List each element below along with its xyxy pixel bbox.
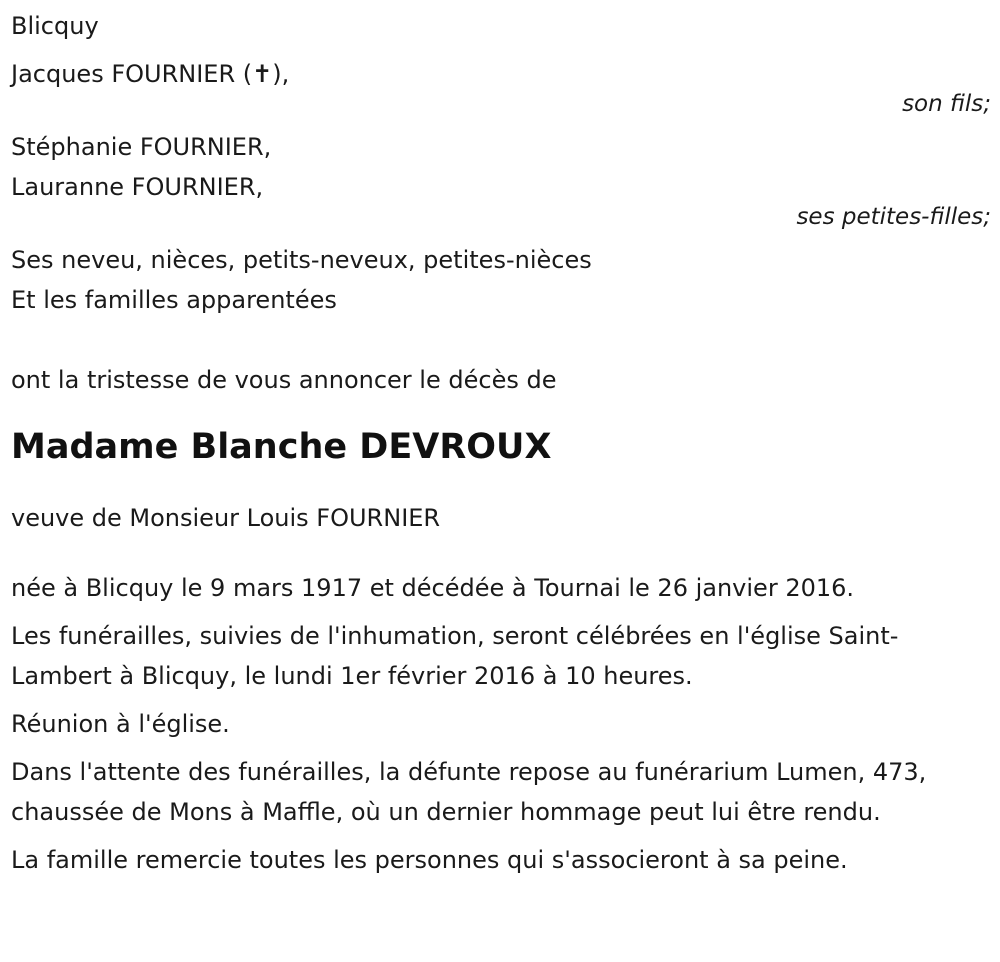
obituary-notice — [11, 6, 991, 880]
granddaughter-name-2: Lauranne FOURNIER, — [11, 173, 264, 201]
birth-death-paragraph: née à Blicquy le 9 mars 1917 et décédée à Tournai le 26 janvier 2016. — [11, 574, 855, 602]
son-name: Jacques FOURNIER (✝), — [11, 60, 290, 88]
funerarium-paragraph: Dans l'attente des funérailles, la défunte repose au funérarium Lumen, 473, chaussée de Mons à Maffle, où un dernier hommage peut lui être rendu. — [11, 758, 927, 826]
granddaughter-name-1: Stéphanie FOURNIER, — [11, 133, 272, 161]
relatives-line-2: Et les familles apparentées — [11, 286, 337, 314]
relatives-line-1: Ses neveu, nièces, petits-neveux, petites-nièces — [11, 246, 592, 274]
announcement-text: ont la tristesse de vous annoncer le décès de — [11, 366, 557, 394]
meeting-paragraph: Réunion à l'église. — [11, 710, 230, 738]
granddaughters-role: ses petites-filles; — [796, 204, 991, 230]
thanks-paragraph: La famille remercie toutes les personnes qui s'associeront à sa peine. — [11, 846, 848, 874]
widow-of-text: veuve de Monsieur Louis FOURNIER — [11, 504, 441, 532]
funeral-paragraph: Les funérailles, suivies de l'inhumation, seront célébrées en l'église Saint-Lambert à Blicquy, le lundi 1er février 2016 à 10 heures. — [11, 622, 899, 690]
locality-text: Blicquy — [11, 12, 99, 40]
deceased-name: Madame Blanche DEVROUX — [11, 427, 552, 467]
son-role: son fils; — [902, 91, 991, 117]
